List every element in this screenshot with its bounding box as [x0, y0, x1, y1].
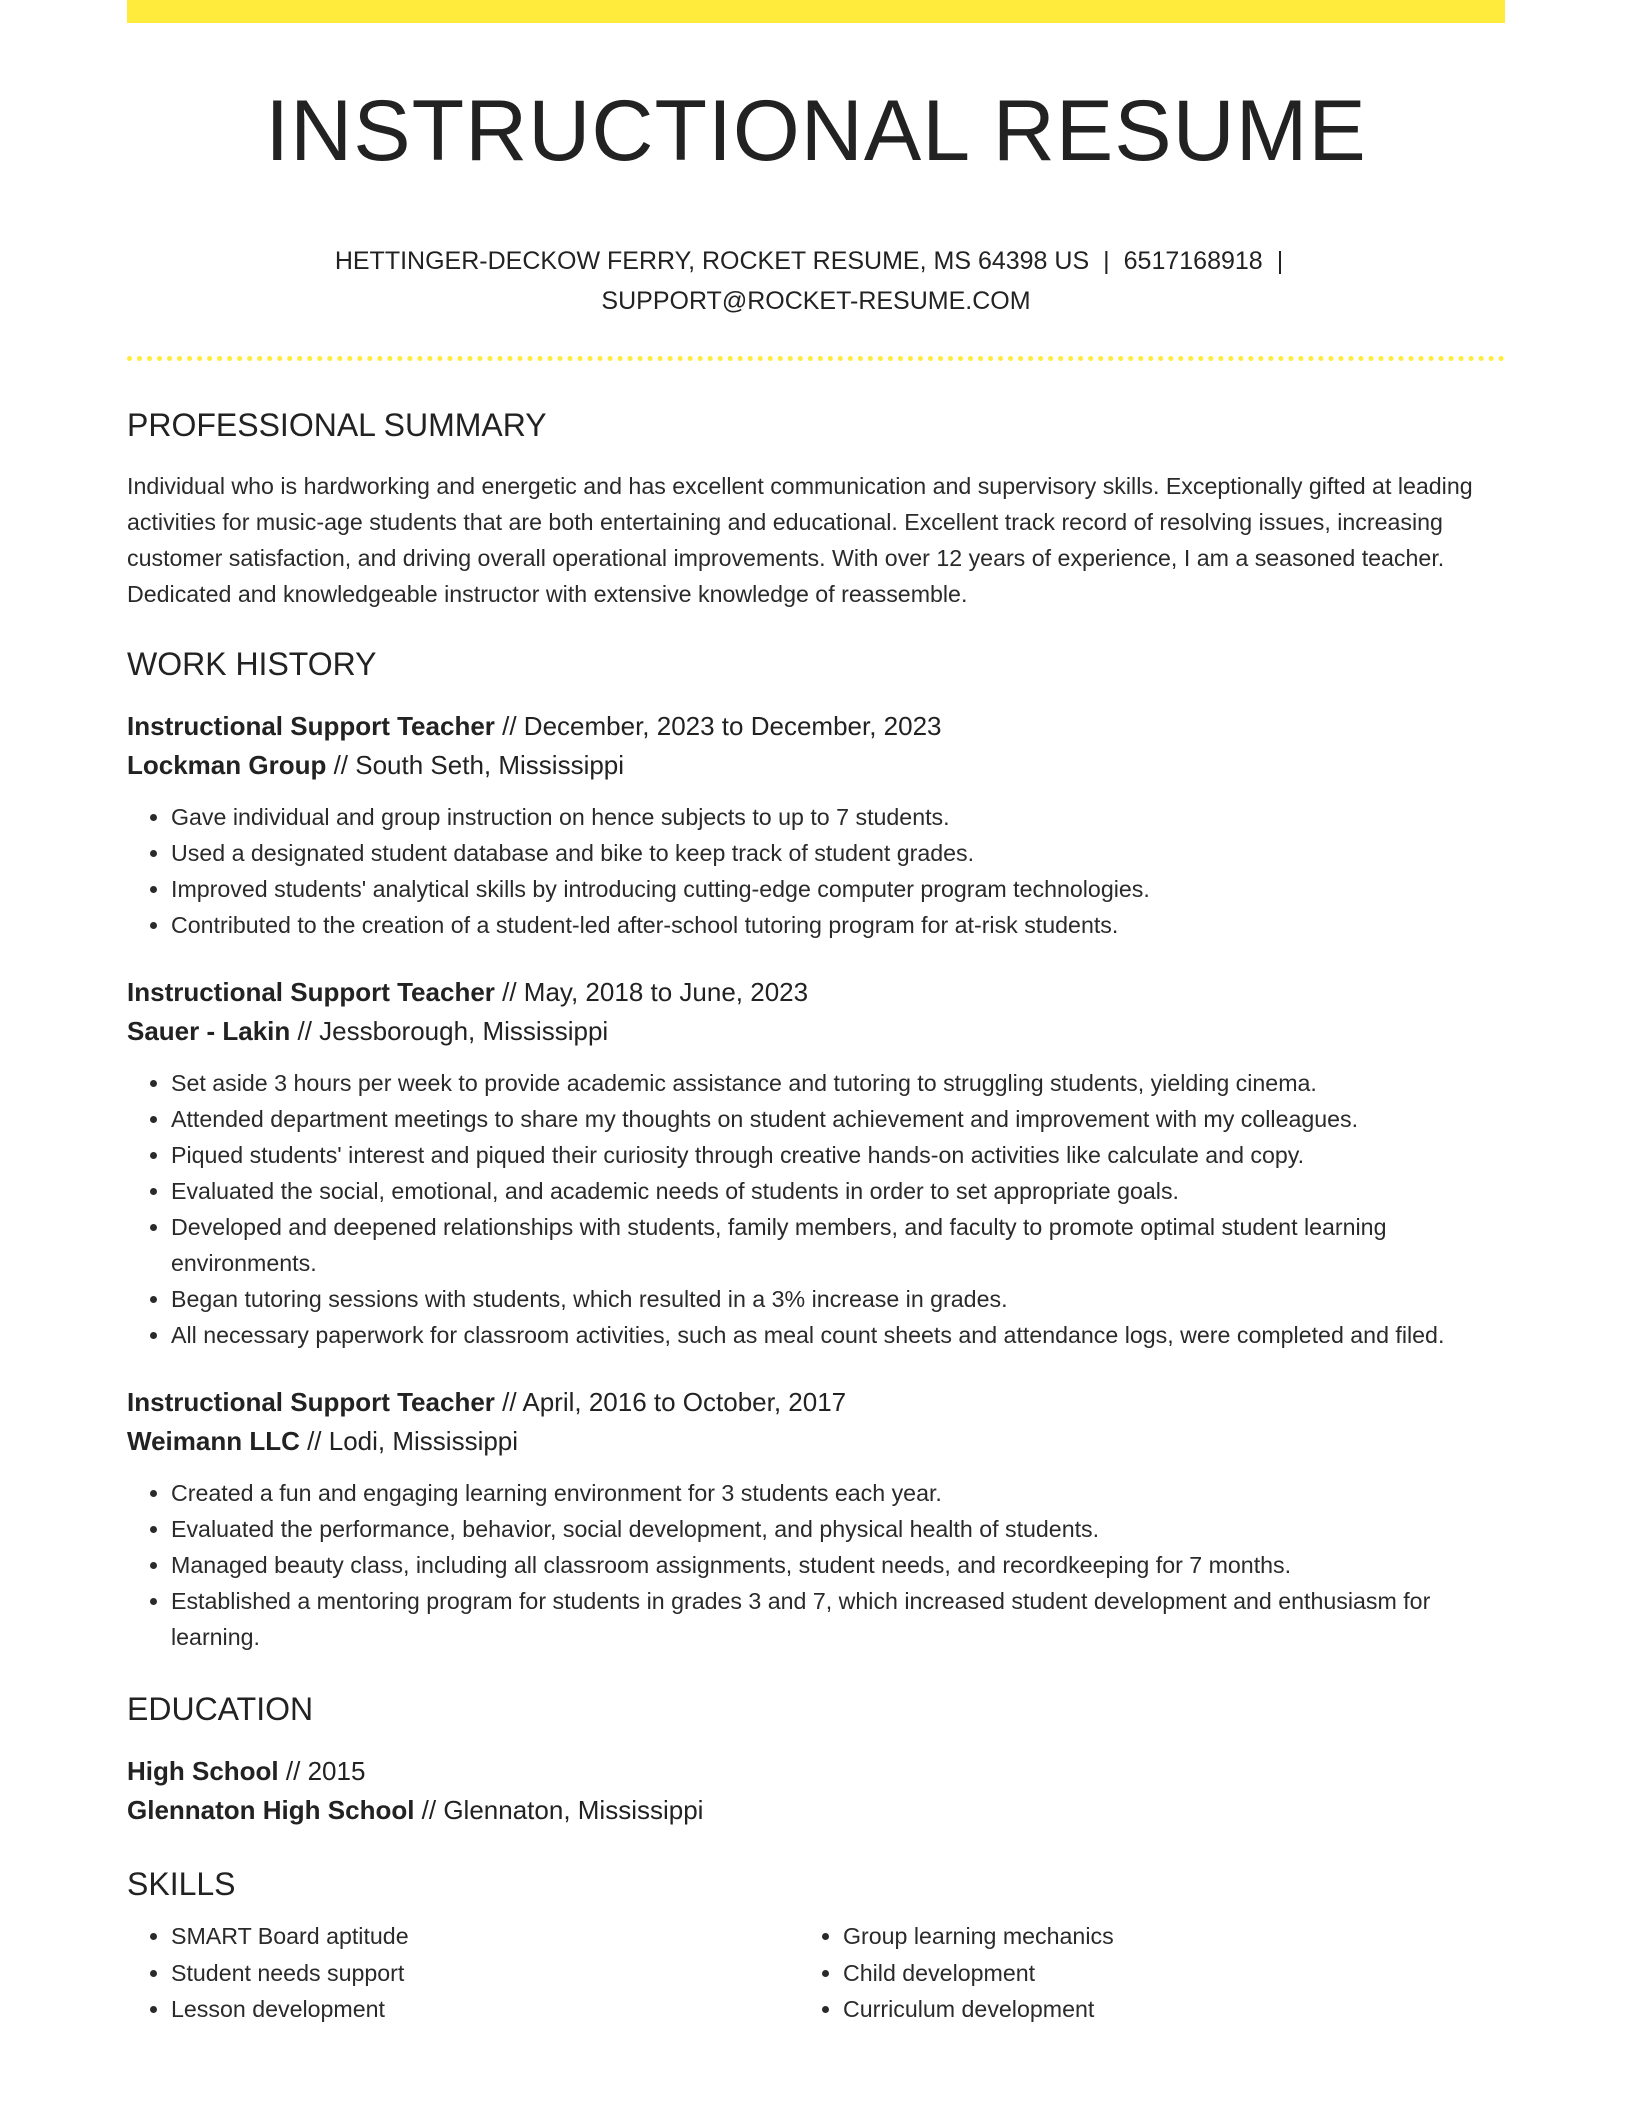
skill-item: • Child development: [843, 1955, 1443, 1992]
list-item: • Piqued students' interest and piqued their curiosity through creative hands-on activities like calculate and copy.: [171, 1137, 1505, 1173]
education-degree: High School: [127, 1756, 279, 1786]
education-location: // Glennaton, Mississippi: [414, 1795, 704, 1825]
list-item: • All necessary paperwork for classroom activities, such as meal count sheets and attendance logs, were completed and filed.: [171, 1317, 1505, 1353]
list-item: • Set aside 3 hours per week to provide academic assistance and tutoring to struggling students, yielding cinema.: [171, 1065, 1505, 1101]
job-company: Lockman Group: [127, 750, 327, 780]
job-location: // South Seth, Mississippi: [326, 750, 625, 780]
work-history-heading: WORK HISTORY: [127, 646, 377, 682]
list-item: • Created a fun and engaging learning environment for 3 students each year.: [171, 1475, 1505, 1511]
list-item: • Evaluated the social, emotional, and academic needs of students in order to set appropriate goals.: [171, 1173, 1505, 1209]
summary-text: Individual who is hardworking and energetic and has excellent communication and supervisory skills. Exceptionally gifted at leading activities for music-age students that are both entertaining and educational. Excellent track record of resolving issues, increasing customer satisfaction, and driving overall operational improvements. With over 12 years of experience, I am a seasoned teacher. Dedicated and knowledgeable instructor with extensive knowledge of reassemble.: [127, 473, 1473, 607]
job-dates: // April, 2016 to October, 2017: [494, 1387, 847, 1417]
education-school: Glennaton High School: [127, 1795, 415, 1825]
contact-phone: 6517168918: [1123, 247, 1263, 275]
job-company-line: [127, 746, 1505, 785]
job-title-line: [127, 1383, 1505, 1422]
job-entry: [127, 1383, 1505, 1655]
skill-item: • Group learning mechanics: [843, 1918, 1443, 1955]
job-title-line: [127, 973, 1505, 1012]
summary-heading: PROFESSIONAL SUMMARY: [127, 407, 547, 443]
resume-title: INSTRUCTIONAL RESUME: [265, 83, 1367, 179]
skills-heading: SKILLS: [127, 1866, 236, 1902]
skill-item: • Student needs support: [171, 1955, 799, 1992]
resume-page: [127, 0, 1505, 2028]
job-company-line: [127, 1422, 1505, 1461]
job-title: Instructional Support Teacher: [127, 1387, 495, 1417]
skills-columns: [127, 1918, 1505, 2028]
education-entry: [127, 1752, 1505, 1830]
contact-email: SUPPORT@ROCKET-RESUME.COM: [601, 287, 1031, 315]
education-year: // 2015: [278, 1756, 366, 1786]
education-heading: EDUCATION: [127, 1691, 314, 1727]
job-location: // Jessborough, Mississippi: [290, 1016, 609, 1046]
job-dates: // May, 2018 to June, 2023: [494, 977, 809, 1007]
job-title-line: [127, 707, 1505, 746]
list-item: • Began tutoring sessions with students, which resulted in a 3% increase in grades.: [171, 1281, 1505, 1317]
contact-address: HETTINGER-DECKOW FERRY, ROCKET RESUME, MS 64398 US: [334, 247, 1090, 275]
job-bullets: [127, 1475, 1505, 1655]
list-item: • Used a designated student database and bike to keep track of student grades.: [171, 835, 1505, 871]
list-item: • Evaluated the performance, behavior, social development, and physical health of students.: [171, 1511, 1505, 1547]
skills-list-left: [127, 1918, 799, 2028]
accent-top-bar: [127, 0, 1505, 23]
list-item: • Developed and deepened relationships with students, family members, and faculty to promote optimal student learning environments.: [171, 1209, 1505, 1281]
contact-info: [316, 241, 1316, 321]
contact-separator: |: [1103, 247, 1110, 275]
job-bullets: [127, 1065, 1505, 1353]
skills-list-right: [799, 1918, 1443, 2028]
job-bullets: [127, 799, 1505, 943]
job-company: Sauer - Lakin: [127, 1016, 291, 1046]
job-title: Instructional Support Teacher: [127, 711, 495, 741]
job-title: Instructional Support Teacher: [127, 977, 495, 1007]
job-company-line: [127, 1012, 1505, 1051]
job-dates: // December, 2023 to December, 2023: [494, 711, 942, 741]
job-entry: [127, 973, 1505, 1353]
skill-item: • Lesson development: [171, 1991, 799, 2028]
list-item: • Contributed to the creation of a student-led after-school tutoring program for at-risk students.: [171, 907, 1505, 943]
list-item: • Managed beauty class, including all classroom assignments, student needs, and recordkeeping for 7 months.: [171, 1547, 1505, 1583]
education-degree-line: [127, 1752, 1505, 1791]
list-item: • Established a mentoring program for students in grades 3 and 7, which increased student development and enthusiasm for learning.: [171, 1583, 1505, 1655]
contact-separator: |: [1276, 247, 1284, 275]
education-school-line: [127, 1791, 1505, 1830]
skill-item: • Curriculum development: [843, 1991, 1443, 2028]
job-company: Weimann LLC: [127, 1426, 300, 1456]
job-location: // Lodi, Mississippi: [299, 1426, 519, 1456]
job-entry: [127, 707, 1505, 943]
list-item: • Attended department meetings to share my thoughts on student achievement and improvement with my colleagues.: [171, 1101, 1505, 1137]
dotted-divider: [127, 356, 1505, 361]
list-item: • Gave individual and group instruction on hence subjects to up to 7 students.: [171, 799, 1505, 835]
list-item: • Improved students' analytical skills by introducing cutting-edge computer program technologies.: [171, 871, 1505, 907]
skill-item: • SMART Board aptitude: [171, 1918, 799, 1955]
